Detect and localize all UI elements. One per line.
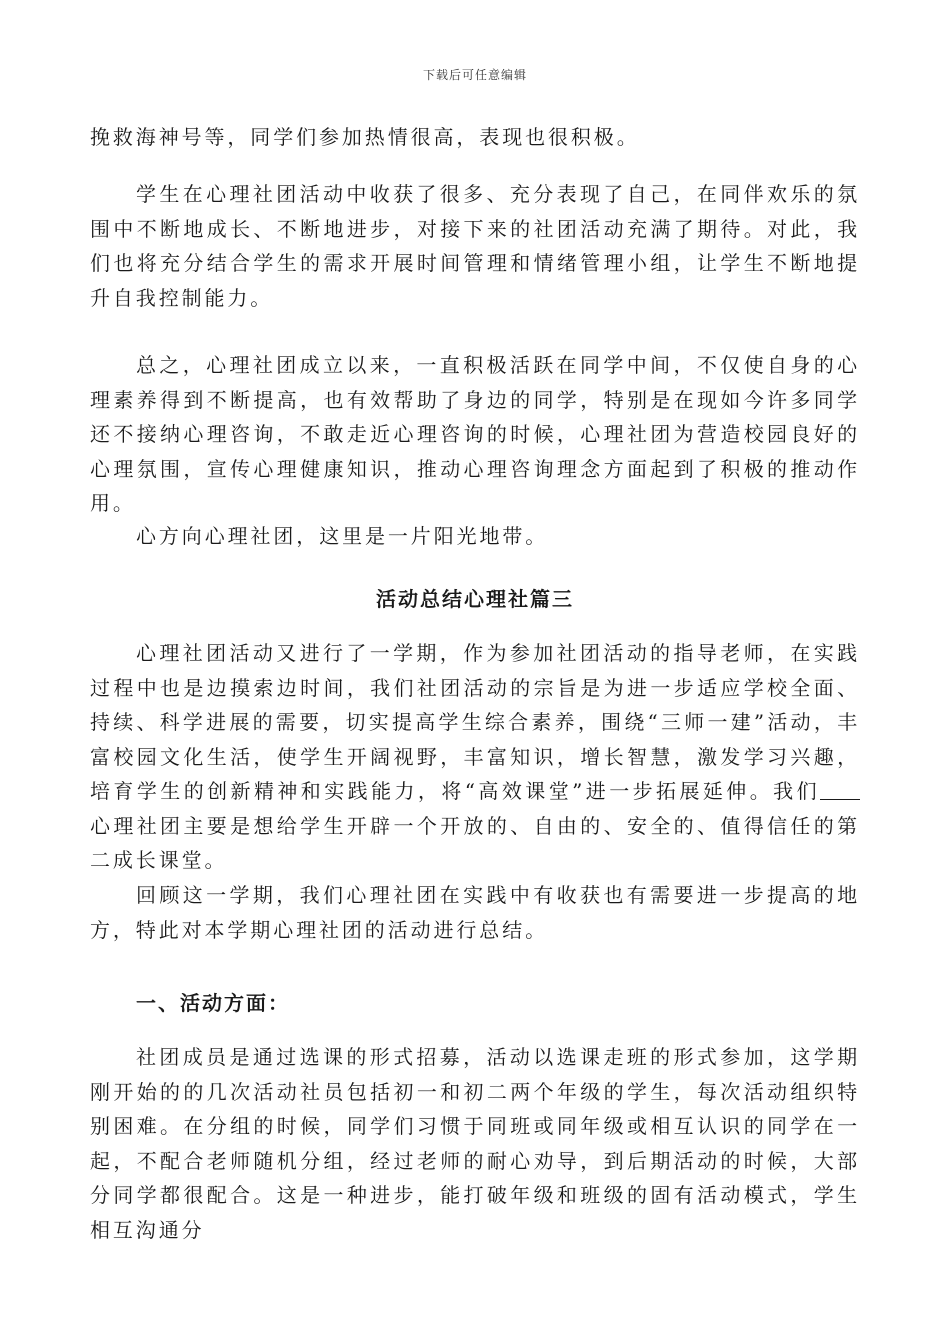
subheading: 一、活动方面： (136, 991, 290, 1015)
paragraph-3: 总之，心理社团成立以来，一直积极活跃在同学中间，不仅使自身的心理素养得到不断提高，也有效帮助了身边的同学，特别是在现如今许多同学还不接纳心理咨询，不敢走近心理咨询的时候，心理社团为营造校园良好的心理氛围，宣传心理健康知识，推动心理咨询理念方面起到了积极的推动作用。 (90, 353, 860, 515)
paragraph-1: 挽救海神号等，同学们参加热情很高，表现也很积极。 (90, 125, 640, 149)
fill-in-blank (820, 779, 860, 800)
paragraph-7: 社团成员是通过选课的形式招募，活动以选课走班的形式参加，这学期刚开始的的几次活动社员包括初一和初二两个年级的学生，每次活动组织特别困难。在分组的时候，同学们习惯于同班或同年级或相互认识的同学在一起，不配合老师随机分组，经过老师的耐心劝导，到后期活动的时候，大部分同学都很配合。这是一种进步，能打破年级和班级的固有活动模式，学生相互沟通分 (90, 1045, 860, 1242)
page-header: 下载后可任意编辑 (422, 68, 527, 82)
paragraph-5-part-1: 心理社团活动又进行了一学期，作为参加社团活动的指导老师，在实践过程中也是边摸索边时间，我们社团活动的宗旨是为进一步适应学校全面、持续、科学进展的需要，切实提高学生综合素养，围绕“三师一建”活动，丰富校园文化生活，使学生开阔视野，丰富知识，增长智慧，激发学习兴趣，培育学生的创新精神和实践能力，将“高效课堂”进一步拓展延伸。我们 (90, 641, 860, 803)
paragraph-6: 回顾这一学期，我们心理社团在实践中有收获也有需要进一步提高的地方，特此对本学期心理社团的活动进行总结。 (90, 883, 860, 942)
paragraph-4: 心方向心理社团，这里是一片阳光地带。 (136, 524, 549, 548)
paragraph-5-part-2: 心理社团主要是想给学生开辟一个开放的、自由的、安全的、值得信任的第二成长课堂。 (90, 813, 860, 872)
paragraph-5 (90, 636, 860, 878)
section-title: 活动总结心理社篇三 (376, 587, 574, 611)
paragraph-2: 学生在心理社团活动中收获了很多、充分表现了自己，在同伴欢乐的氛围中不断地成长、不断地进步，对接下来的社团活动充满了期待。对此，我们也将充分结合学生的需求开展时间管理和情绪管理小组，让学生不断地提升自我控制能力。 (90, 182, 860, 310)
